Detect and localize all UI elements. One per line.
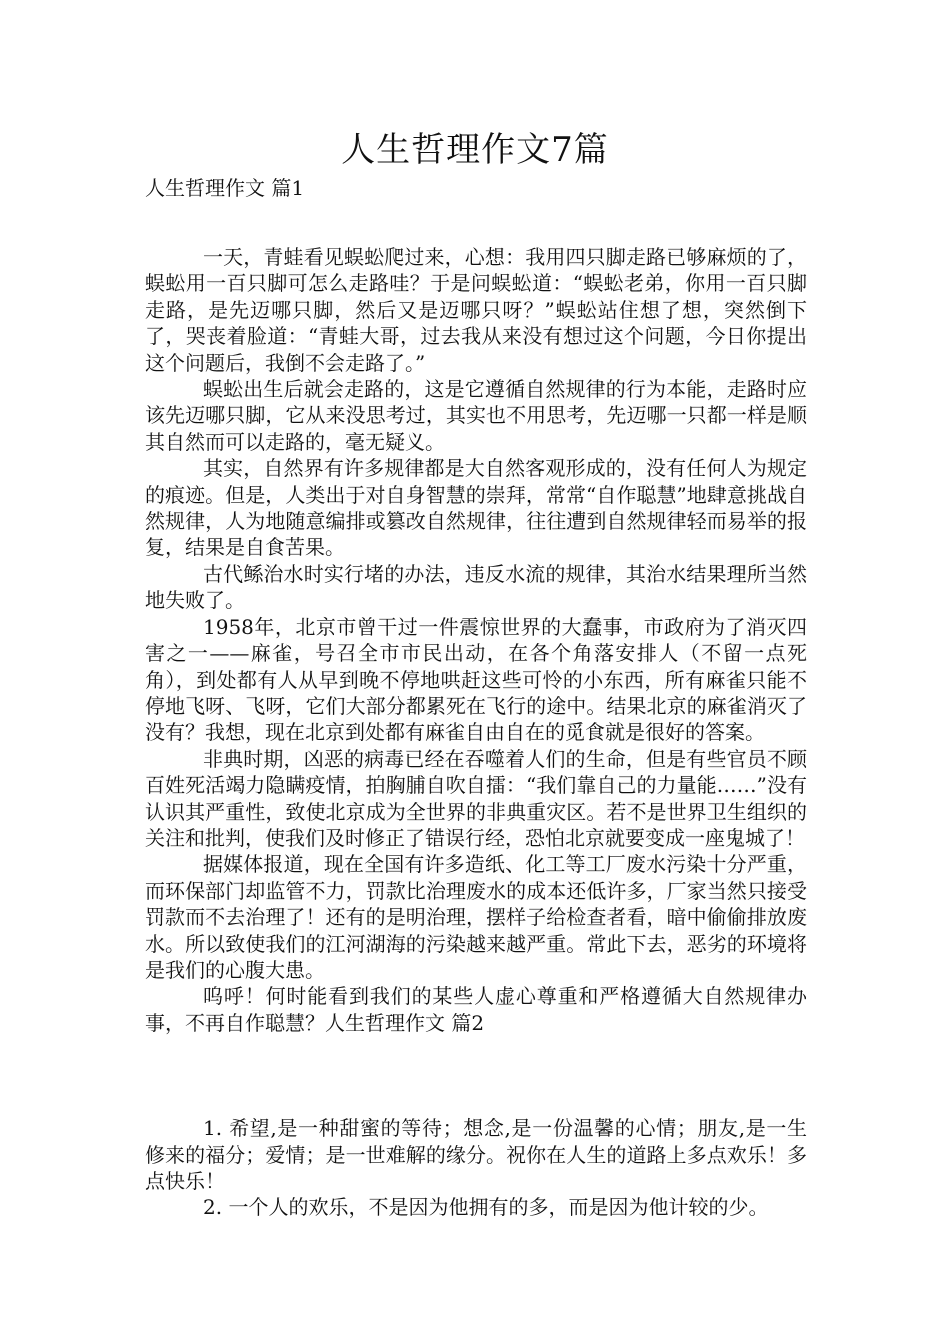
section-2-item-2: 2. 一个人的欢乐，不是因为他拥有的多，而是因为他计较的少。 (203, 1195, 769, 1220)
section-2-heading: 人生哲理作文 篇2 (325, 1010, 485, 1035)
paragraph-5: 1958年，北京市曾干过一件震惊世界的大蠢事，市政府为了消灭四害之一——麻雀，号召全市市民出动，在各个角落安排人（不留一点死角），到处都有人从早到晚不停地哄赶这些可怜的小东西，所有麻雀只能不停地飞呀、飞呀，它们大部分都累死在飞行的途中。结果北京的麻雀消灭了没有？我想，现在北京到处都有麻雀自由自在的觅食就是很好的答案。 (145, 614, 807, 745)
section-gap (145, 1036, 807, 1115)
paragraph-6: 非典时期，凶恶的病毒已经在吞噬着人们的生命，但是有些官员不顾百姓死活竭力隐瞒疫情，拍胸脯自吹自擂：“我们靠自己的力量能……”没有认识其严重性，致使北京成为全世界的非典重灾区。若不是世界卫生组织的关注和批判，使我们及时修正了错误行经，恐怕北京就要变成一座鬼城了！ (145, 746, 807, 850)
paragraph-8-text: 呜呼！何时能看到我们的某些人虚心尊重和严格遵循大自然规律办事，不再自作聪慧？ (145, 984, 807, 1035)
document-title: 人生哲理作文7篇 (341, 130, 609, 170)
paragraph-7: 据媒体报道，现在全国有许多造纸、化工等工厂废水污染十分严重，而环保部门却监管不力，罚款比治理废水的成本还低许多，厂家当然只接受罚款而不去治理了！还有的是明治理，摆样子给检查者看，暗中偷偷排放废水。所以致使我们的江河湖海的污染越来越严重。常此下去，恶劣的环境将是我们的心腹大患。 (145, 852, 807, 982)
section-2-item-1: 1. 希望,是一种甜蜜的等待；想念,是一份温馨的心情；朋友,是一生修来的福分；爱情；是一世难解的缘分。祝你在人生的道路上多点欢乐！多点快乐！ (145, 1116, 807, 1193)
document-body (145, 244, 807, 1221)
paragraph-4: 古代鲧治水时实行堵的办法，违反水流的规律，其治水结果理所当然地失败了。 (145, 561, 807, 613)
paragraph-2: 蜈蚣出生后就会走路的，这是它遵循自然规律的行为本能，走路时应该先迈哪只脚，它从来没思考过，其实也不用思考，先迈哪一只都一样是顺其自然而可以走路的，毫无疑义。 (145, 377, 807, 454)
paragraph-1: 一天，青蛙看见蜈蚣爬过来，心想：我用四只脚走路已够麻烦的了，蜈蚣用一百只脚可怎么走路哇？于是问蜈蚣道：“蜈蚣老弟，你用一百只脚走路，是先迈哪只脚，然后又是迈哪只呀？”蜈蚣站住想了想，突然倒下了，哭丧着脸道：“青蛙大哥，过去我从来没有想过这个问题，今日你提出这个问题后，我倒不会走路了。” (145, 245, 807, 375)
paragraph-8 (145, 983, 807, 1036)
paragraph-3: 其实，自然界有许多规律都是大自然客观形成的，没有任何人为规定的痕迹。但是，人类出于对自身智慧的崇拜，常常“自作聪慧”地肆意挑战自然规律，人为地随意编排或篡改自然规律，往往遭到自然规律轻而易举的报复，结果是自食苦果。 (145, 456, 807, 560)
section-1-heading: 人生哲理作文 篇1 (145, 176, 305, 200)
